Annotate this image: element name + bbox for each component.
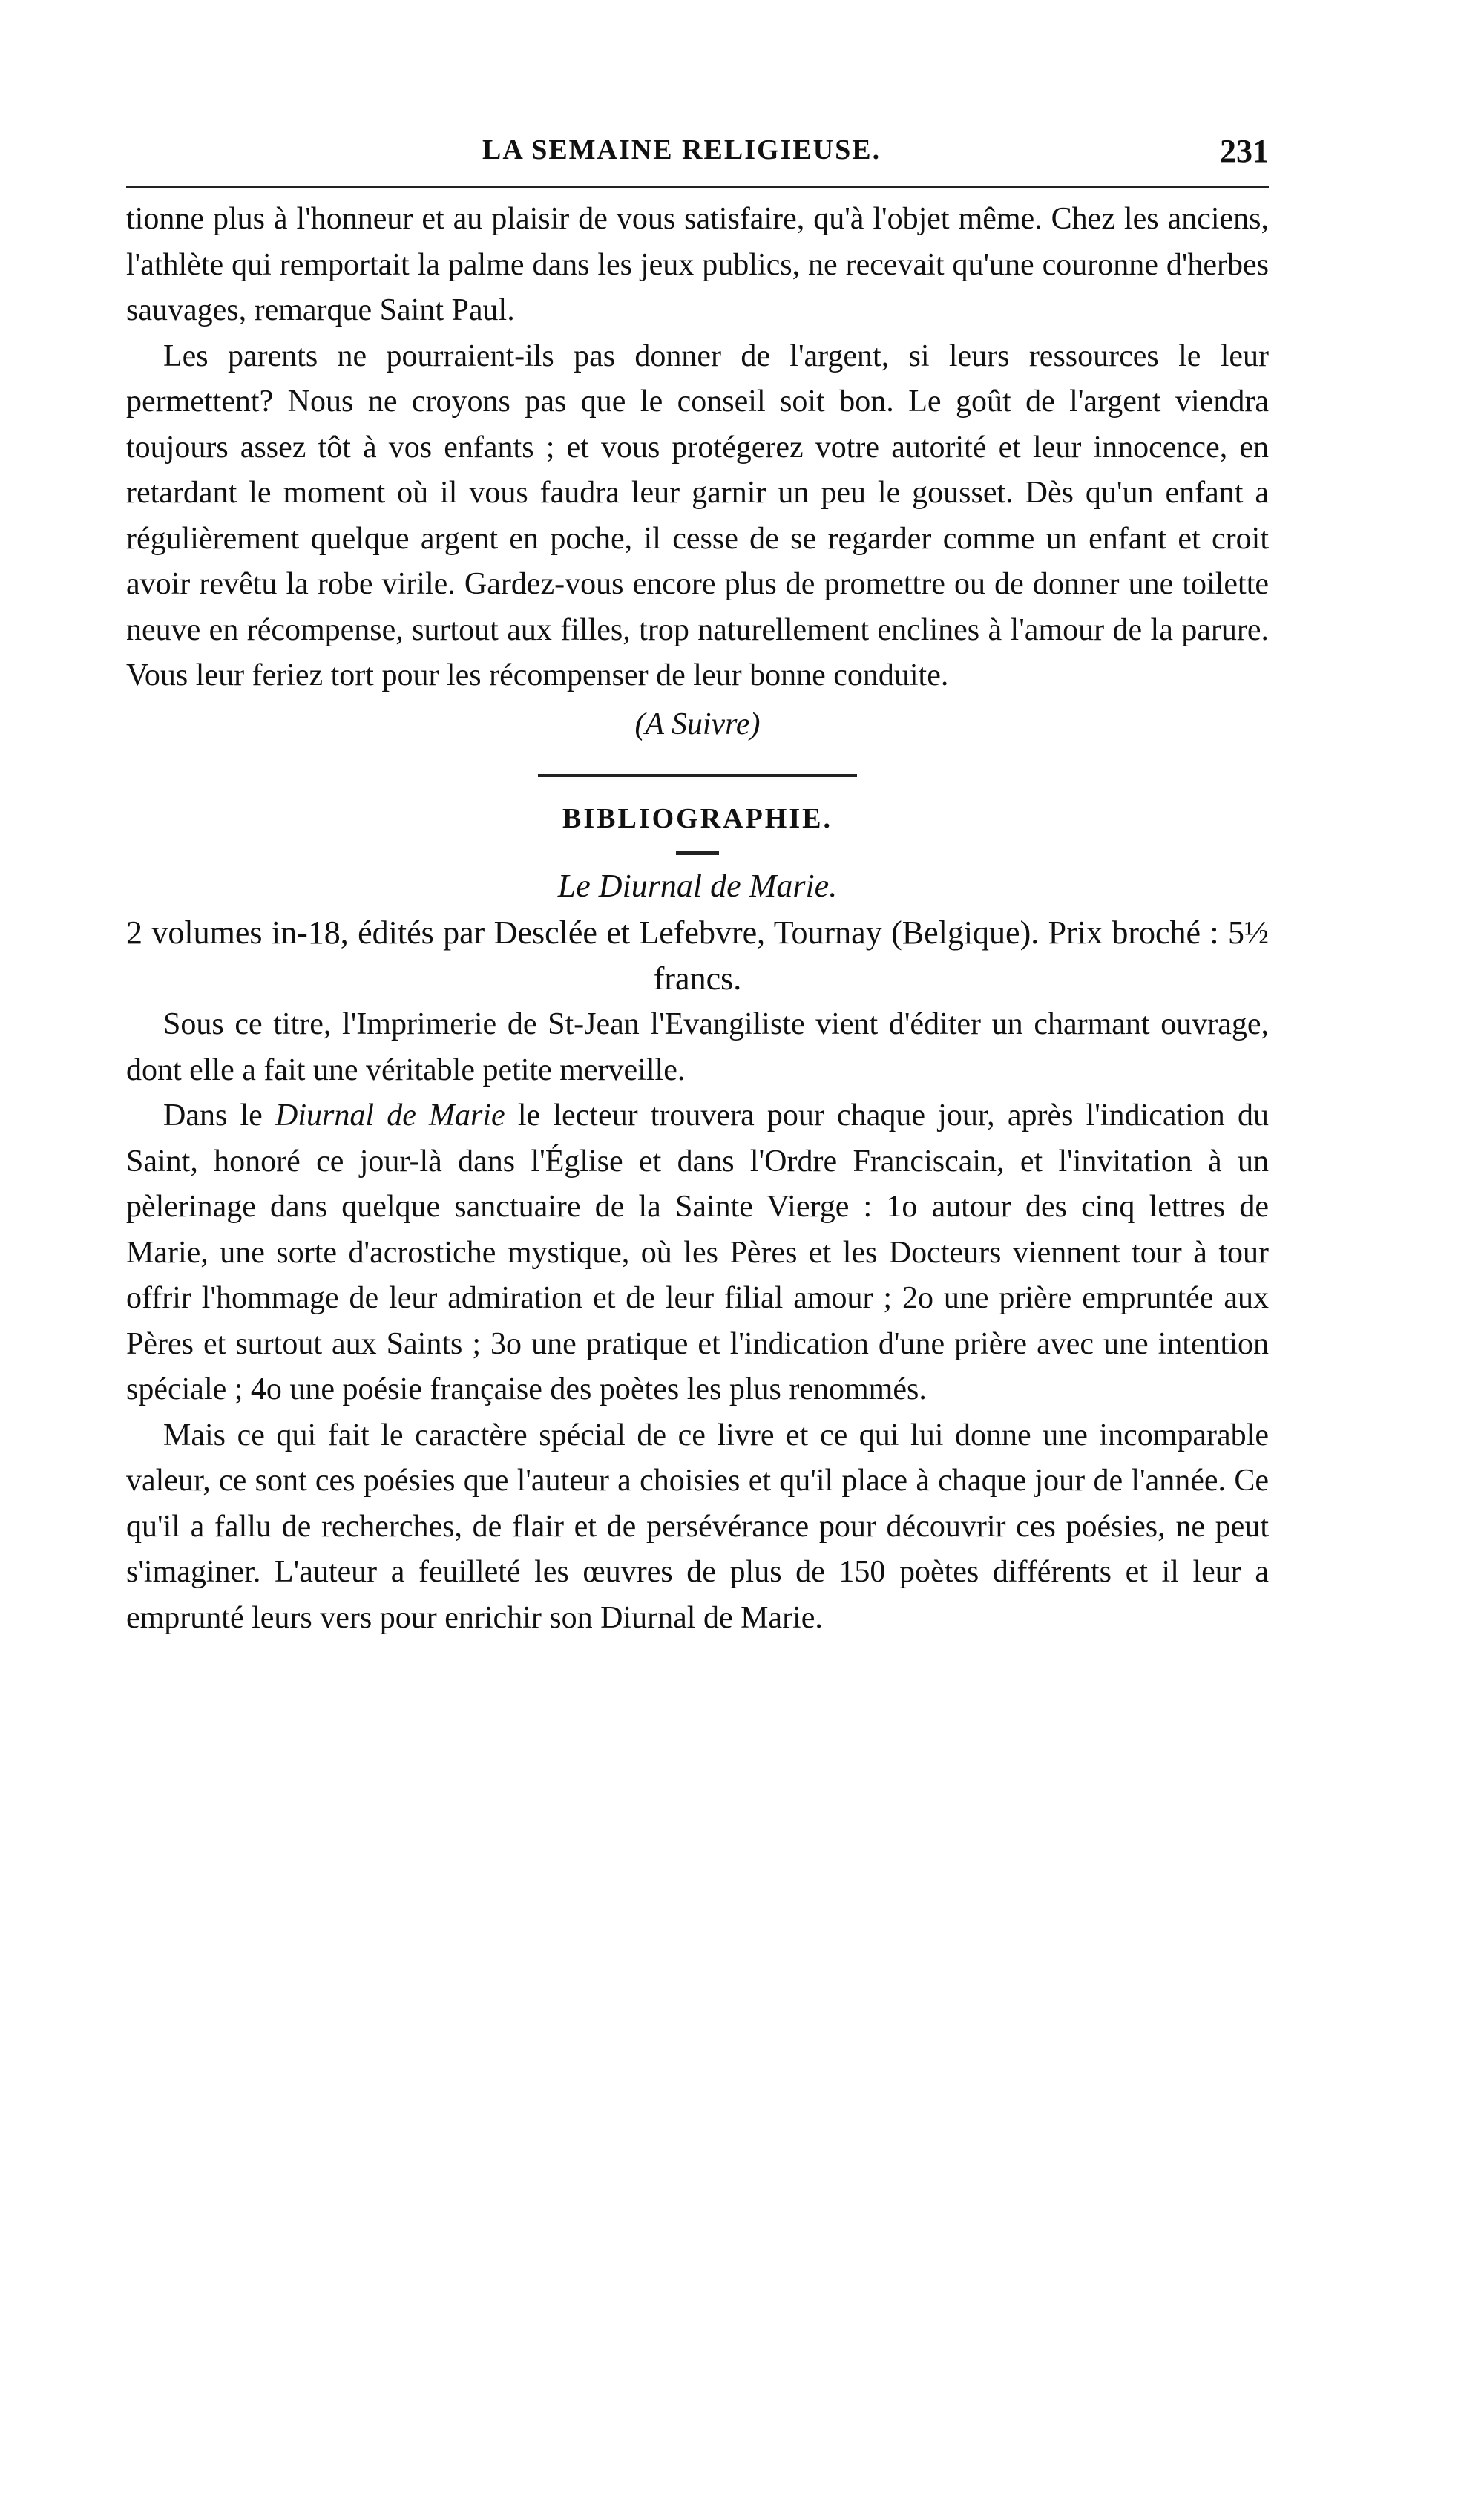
- review-paragraph-2: [126, 1093, 1269, 1413]
- header-rule: [126, 186, 1269, 188]
- running-header: [126, 134, 1269, 178]
- to-be-continued: (A Suivre): [634, 707, 761, 741]
- article-paragraph: Les parents ne pourraient-ils pas donner de l'argent, si leurs ressources le leur permettent? Nous ne croyons pas que le conseil soit bon. Le goût de l'argent viendra toujours assez tôt à vos enfants ; et vous protégerez votre autorité et leur innocence, en retardant le moment où il vous faudra leur garnir un peu le gousset. Dès qu'un enfant a régulièrement quelque argent en poche, il cesse de se regarder comme un enfant et croit avoir revêtu la robe virile. Gardez-vous encore plus de promettre ou de donner une toilette neuve en récompense, surtout aux filles, trop naturellement enclines à l'amour de la parure. Vous leur feriez tort pour les récompenser de leur bonne conduite.: [126, 338, 1269, 692]
- section-divider: [538, 774, 857, 777]
- publication-info: 2 volumes in-18, édités par Desclée et Lefebvre, Tournay (Belgique). Prix broché : 5½ francs.: [126, 914, 1269, 997]
- page: [126, 134, 1269, 1641]
- page-number: 231: [1220, 133, 1269, 169]
- book-title: Le Diurnal de Marie.: [557, 868, 838, 904]
- review-paragraph-2-rest: le lecteur trouvera pour chaque jour, après l'indication du Saint, honoré ce jour-là dans l'Église et dans l'Ordre Franciscain, et l'invitation à un pèlerinage dans quelque sanctuaire de la Sainte Vierge : 1o autour des cinq lettres de Marie, une sorte d'acrostiche mystique, où les Pères et les Docteurs viennent tour à tour offrir l'hommage de leur admiration et de leur filial amour ; 2o une prière empruntée aux Pères et surtout aux Saints ; 3o une pratique et l'indication d'une prière avec une intention spéciale ; 4o une poésie française des poètes les plus renommés.: [126, 1098, 1269, 1406]
- article-paragraph-continued: tionne plus à l'honneur et au plaisir de vous satisfaire, qu'à l'objet même. Chez les anciens, l'athlète qui remportait la palme dans les jeux publics, ne recevait qu'une couronne d'herbes sauvages, remarque Saint Paul.: [126, 202, 1269, 327]
- review-paragraph-2-start: Dans le: [163, 1098, 275, 1133]
- heading-dash: [676, 851, 719, 855]
- running-title: LA SEMAINE RELIGIEUSE.: [482, 134, 881, 166]
- review-paragraph-3: Mais ce qui fait le caractère spécial de ce livre et ce qui lui donne une incomparable valeur, ce sont ces poésies que l'auteur a choisies et qu'il place à chaque jour de l'année. Ce qu'il a fallu de recherches, de flair et de persévérance pour découvrir ces poésies, ne peut s'imaginer. L'auteur a feuilleté les œuvres de plus de 150 poètes différents et il leur a emprunté leurs vers pour enrichir son Diurnal de Marie.: [126, 1418, 1269, 1635]
- book-title-inline: Diurnal de Marie: [275, 1098, 505, 1133]
- bibliography-heading: BIBLIOGRAPHIE.: [562, 803, 833, 834]
- review-paragraph-1: Sous ce titre, l'Imprimerie de St-Jean l'Evangiliste vient d'éditer un charmant ouvrage, dont elle a fait une véritable petite merveille.: [126, 1007, 1269, 1087]
